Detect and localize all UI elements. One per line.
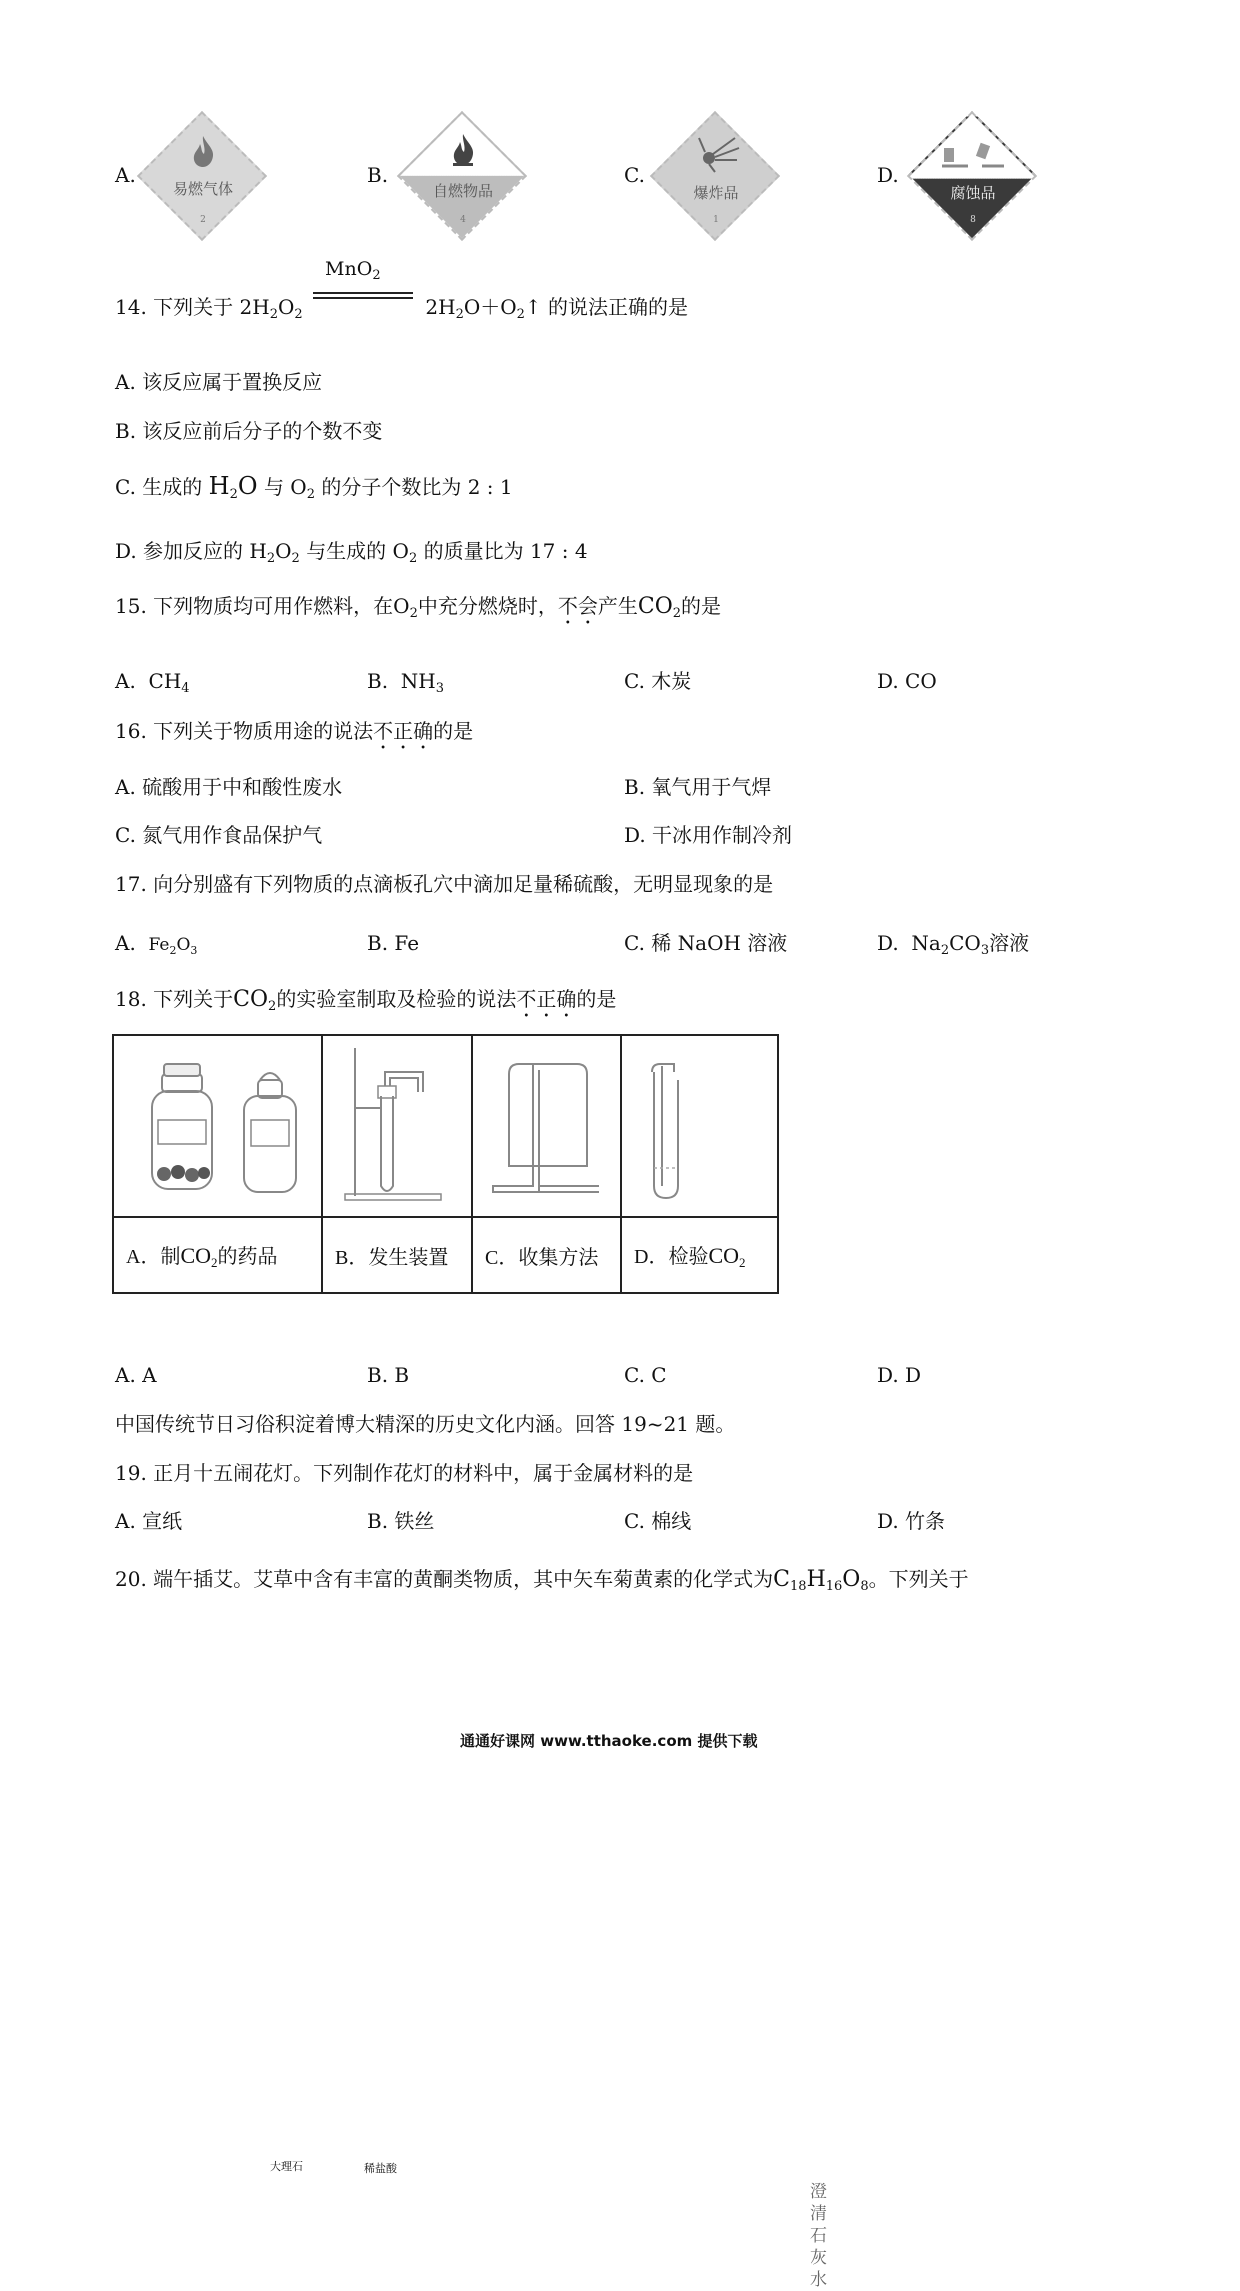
- q14-option-d: D. 参加反应的 $H_2O_2$ 与生成的 $O_2$ 的质量比为 17 : 4: [115, 539, 588, 566]
- sign-number: 1: [713, 215, 719, 225]
- question-19: 19. 正月十五闹花灯。下列制作花灯的材料中，属于金属材料的是: [115, 1461, 694, 1485]
- reactant-formula: $2H_2O_2$: [239, 295, 303, 322]
- flame-icon: [448, 132, 478, 166]
- question-17: 17. 向分别盛有下列物质的点滴板孔穴中滴加足量稀硫酸，无明显现象的是: [115, 872, 774, 896]
- q17-option-d: D. $Na_2CO_3$溶液: [877, 931, 1030, 958]
- q19-option-b: B. 铁丝: [367, 1509, 435, 1533]
- caption-b: B．发生装置: [322, 1217, 472, 1293]
- q17-option-b: B. Fe: [367, 931, 420, 955]
- q19-option-d: D. 竹条: [877, 1509, 946, 1533]
- corrosive-sign: [908, 112, 1038, 242]
- emphasis-text: 不会: [557, 594, 598, 618]
- question-14-prefix: 14. 下列关于: [115, 295, 234, 319]
- q16-option-d: D. 干冰用作制冷剂: [624, 823, 793, 847]
- collection-apparatus-image: [472, 1035, 621, 1217]
- q18-option-a: A. A: [115, 1363, 157, 1387]
- explosion-icon: [691, 134, 741, 174]
- explosive-sign: [651, 112, 781, 242]
- bottle-label-marble: 大理石: [270, 2160, 303, 2173]
- sign-number: 8: [970, 215, 976, 225]
- sign-label: 腐蚀品: [950, 184, 996, 202]
- catalyst-label: MnO$_2$: [325, 258, 381, 283]
- caption-c: C．收集方法: [472, 1217, 621, 1293]
- option-d-label: D.: [877, 163, 899, 187]
- q18-option-c: C. C: [624, 1363, 667, 1387]
- question-18: 18. 下列关于$CO_2$的实验室制取及检验的说法不正确的是: [115, 987, 617, 1014]
- option-b-label: B.: [367, 163, 389, 187]
- question-16: 16. 下列关于物质用途的说法不正确的是: [115, 719, 474, 743]
- q14-option-b: B. 该反应前后分子的个数不变: [115, 419, 383, 443]
- q16-option-b: B. 氧气用于气焊: [624, 775, 772, 799]
- sign-number: 2: [200, 215, 206, 225]
- section-intro: 中国传统节日习俗积淀着博大精深的历史文化内涵。回答 19~21 题。: [115, 1412, 736, 1436]
- product-formula: $2H_2O+O_2↑$: [425, 295, 542, 322]
- flame-icon: [188, 134, 218, 168]
- sign-number: 4: [460, 215, 466, 225]
- q15-option-d: D. CO: [877, 669, 937, 693]
- limewater-label: 澄清 石灰水: [810, 2182, 827, 2290]
- caption-a: A．制$CO_2$的药品: [113, 1217, 322, 1293]
- q15-option-a: A. $CH_4$: [115, 669, 190, 696]
- emphasis-text: 不正确: [516, 987, 577, 1011]
- q14-option-c: C. 生成的 $H_2O$ 与 $O_2$ 的分子个数比为 2 : 1: [115, 472, 513, 502]
- question-20: 20. 端午插艾。艾草中含有丰富的黄酮类物质，其中矢车菊黄素的化学式为$C_{18}H_{16}O_8$。下列关于: [115, 1567, 969, 1594]
- emphasis-text: 不正确: [373, 719, 434, 743]
- bottle-label-acid: 稀盐酸: [364, 2162, 397, 2175]
- q19-option-a: A. 宣纸: [115, 1509, 183, 1533]
- q14-option-a: A. 该反应属于置换反应: [115, 370, 323, 394]
- q17-option-a: A. $Fe_2O_3$: [115, 931, 198, 957]
- page-footer: 通通好课网 www.tthaoke.com 提供下载: [460, 1732, 758, 1750]
- caption-d: D．检验$CO_2$: [621, 1217, 778, 1293]
- q18-option-b: B. B: [367, 1363, 410, 1387]
- question-15: 15. 下列物质均可用作燃料，在$O_2$中充分燃烧时，不会产生$CO_2$的是: [115, 594, 722, 621]
- q18-option-d: D. D: [877, 1363, 922, 1387]
- sign-label: 自燃物品: [432, 182, 493, 200]
- sign-label: 易燃气体: [172, 180, 233, 198]
- q15-option-c: C. 木炭: [624, 669, 692, 693]
- flammable-gas-sign: [138, 112, 268, 242]
- option-c-label: C.: [624, 163, 645, 187]
- generator-apparatus-image: [322, 1035, 472, 1217]
- q16-option-a: A. 硫酸用于中和酸性废水: [115, 775, 343, 799]
- option-a-label: A.: [115, 163, 136, 187]
- q19-option-c: C. 棉线: [624, 1509, 692, 1533]
- spontaneous-combustion-sign: [398, 112, 528, 242]
- reaction-arrow: [309, 258, 419, 314]
- q16-option-c: C. 氮气用作食品保护气: [115, 823, 323, 847]
- q17-option-c: C. 稀 NaOH 溶液: [624, 931, 788, 955]
- question-14: [115, 258, 689, 328]
- q15-option-b: B. $NH_3$: [367, 669, 444, 696]
- corrosive-icon: [938, 142, 1008, 170]
- sign-label: 爆炸品: [693, 184, 739, 202]
- question-14-suffix: 的说法正确的是: [548, 295, 689, 319]
